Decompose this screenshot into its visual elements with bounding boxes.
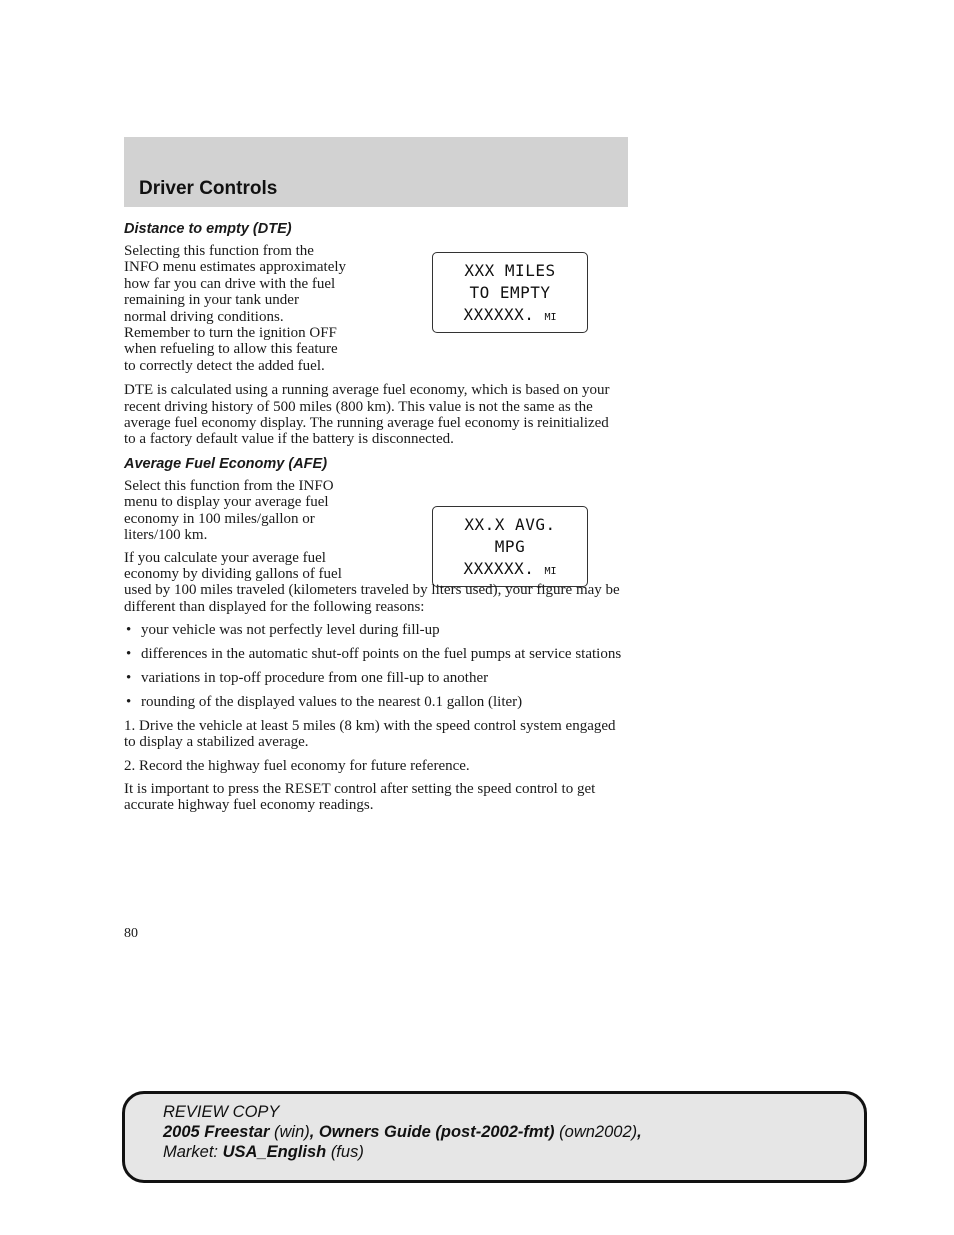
dte-section-title: Distance to empty (DTE) — [124, 221, 292, 237]
section-header-title: Driver Controls — [139, 178, 278, 199]
bullet-icon: • — [126, 693, 132, 710]
dte-intro-line: Selecting this function from the — [124, 243, 314, 259]
list-item: • your vehicle was not perfectly level during fill-up — [126, 622, 440, 639]
footer-model: 2005 Freestar — [163, 1123, 270, 1141]
dte-display-unit: MI — [544, 312, 557, 323]
dte-display-value: XXXXXX. — [463, 305, 535, 324]
dte-display-line1: XXX MILES — [464, 261, 556, 280]
afe-calc-line: economy by dividing gallons of fuel — [124, 565, 342, 582]
footer-text — [163, 1102, 642, 1162]
footer-guide-code: (own2002) — [559, 1123, 638, 1141]
afe-intro-paragraph — [124, 478, 380, 544]
list-item: • variations in top-off procedure from one fill-up to another — [126, 669, 489, 686]
dte-intro-line: how far you can drive with the fuel — [124, 275, 336, 292]
list-item: • differences in the automatic shut-off points on the fuel pumps at service stations — [126, 646, 622, 663]
afe-calculation-paragraph — [124, 550, 624, 616]
afe-display-line1: XX.X AVG. — [464, 515, 556, 534]
afe-reasons-list — [124, 622, 624, 710]
footer-market-label: Market: — [163, 1143, 219, 1161]
afe-display-unit: MI — [544, 566, 557, 577]
footer-market: USA_English — [222, 1143, 327, 1161]
dte-intro-line: normal driving conditions. — [124, 308, 284, 325]
afe-reset-note: It is important to press the RESET control after setting the speed control to get accurate highway fuel economy readings. — [124, 780, 596, 814]
afe-intro-line: Select this function from the INFO — [124, 477, 334, 494]
footer-model-code: (win) — [274, 1123, 310, 1141]
footer-market-line — [163, 1142, 642, 1162]
dte-display-line2: TO EMPTY — [469, 283, 551, 302]
dte-intro-line: Remember to turn the ignition OFF — [124, 325, 337, 342]
review-copy-footer — [122, 1091, 867, 1183]
afe-calc-line: If you calculate your average fuel — [124, 549, 326, 566]
afe-display-line2: MPG — [494, 537, 526, 556]
bullet-icon: • — [126, 669, 132, 686]
header-band — [124, 137, 628, 207]
afe-intro-line: liters/100 km. — [124, 527, 208, 544]
dte-intro-paragraph — [124, 243, 380, 374]
footer-review-label: REVIEW COPY — [163, 1103, 280, 1121]
afe-section-title: Average Fuel Economy (AFE) — [124, 455, 328, 472]
bullet-icon: • — [126, 646, 132, 663]
page-content — [124, 219, 624, 814]
footer-guide: , Owners Guide (post-2002-fmt) — [309, 1123, 555, 1141]
list-item: • rounding of the displayed values to the nearest 0.1 gallon (liter) — [126, 693, 523, 710]
dte-intro-line: when refueling to allow this feature — [124, 341, 338, 358]
page-number: 80 — [124, 926, 138, 941]
dte-calculation-paragraph: DTE is calculated using a running average fuel economy, which is based on your recent driving history of 500 miles (800 km). This value is not the same as the average fuel economy display. The running average fuel economy is reinitialized to a factory default value if the battery is disconnected. — [124, 382, 610, 448]
footer-comma: , — [637, 1123, 642, 1141]
afe-step-1: 1. Drive the vehicle at least 5 miles (8 km) with the speed control system engaged to display a stabilized average. — [124, 717, 616, 751]
dte-intro-line: to correctly detect the added fuel. — [124, 357, 325, 374]
afe-intro-line: menu to display your average fuel — [124, 494, 329, 511]
bullet-icon: • — [126, 622, 132, 639]
afe-display-value: XXXXXX. — [463, 559, 535, 578]
afe-step-2: 2. Record the highway fuel economy for future reference. — [124, 757, 470, 774]
afe-calc-rest: used by 100 miles traveled (kilometers traveled by liters used), your figure may be different than displayed for the following reasons: — [124, 582, 620, 615]
dte-intro-line: INFO menu estimates approximately — [124, 259, 347, 276]
afe-intro-line: economy in 100 miles/gallon or — [124, 510, 315, 527]
footer-guide-line — [163, 1122, 642, 1142]
dte-intro-line: remaining in your tank under — [124, 292, 299, 309]
footer-market-code: (fus) — [330, 1143, 364, 1161]
